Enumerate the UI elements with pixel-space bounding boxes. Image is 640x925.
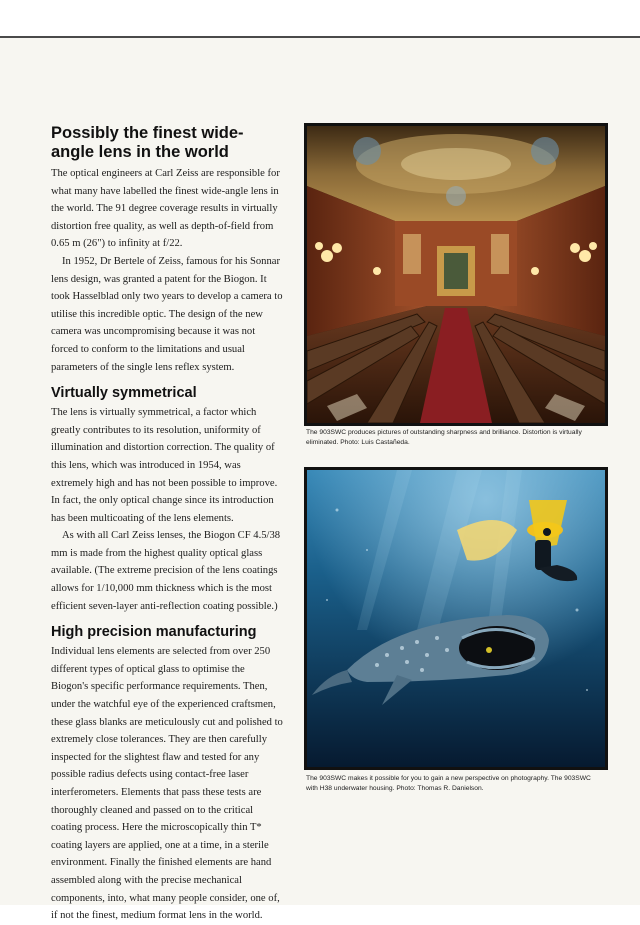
heading-virtually-symmetrical: Virtually symmetrical — [51, 385, 197, 402]
paragraph-symmetry: The lens is virtually symmetrical, a factor which greatly contributes to its resolution, uniformity of illumination and distortion correction. The quality of this lens, which was introduced in 1954, was extremely high and has not been possible to improve. In fact, the only optical change since its introduction has been multicoating of the lens elements. — [51, 407, 278, 524]
underwater-illustration — [307, 470, 605, 767]
paragraph-optical-glass: As with all Carl Zeiss lenses, the Biogon CF 4.5/38 mm is made from the highest quality optical glass available. (The extreme precision of the lens coatings allows for 1/10,000 mm thickness which is the most efficient seven-layer anti-reflection coating possible.) — [51, 530, 281, 612]
underwater-photo — [304, 467, 608, 770]
hall-photo — [304, 123, 608, 426]
paragraph-manufacturing: Individual lens elements are selected from over 250 different types of optical glass to optimise the Biogon's specific performance requirements. Then, under the watchful eye of the experienced craftsmen, these glass blanks are meticulously cut and polished to extremely close tolerances. They are then carefully inspected for the slightest flaw and tested for any possible radius defects using contact-free laser interferometers. Elements that pass these tests are thoroughly cleaned and passed on to the critical coating process. Here the microscopically thin T* coating layers are applied, one at a time, in a sterile environment. Finally the finished elements are hand assembled along with the precise mechanical components, into, what many people consider, one of, if not the finest, medium format lens in the world. — [51, 646, 283, 922]
paragraph-bertele-patent: In 1952, Dr Bertele of Zeiss, famous for his Sonnar lens design, was granted a patent for the Biogon. It took Hasselblad only two years to develop a camera to utilise this incredible optic. The design of the new camera was uncompromising because it was not forced to conform to the limitations and usual parameters of the single lens reflex system. — [51, 255, 283, 373]
hall-illustration — [307, 126, 605, 423]
heading-high-precision: High precision manufacturing — [51, 624, 257, 641]
scan-top-margin — [0, 0, 640, 36]
article-text-column — [51, 124, 283, 925]
paragraph-optical-engineers: The optical engineers at Carl Zeiss are responsible for what many have labelled the finest wide-angle lens in the world. The 91 degree coverage results in virtually distortion free quality, as well as depth-of-field from 0.65 m (26") to infinity at f/22. — [51, 168, 280, 250]
hall-photo-caption: The 903SWC produces pictures of outstanding sharpness and brilliance. Distortion is virtually eliminated. Photo: Luis Castañeda. — [306, 429, 582, 446]
underwater-photo-caption: The 903SWC makes it possible for you to gain a new perspective on photography. The 903SWC with H38 underwater housing. Photo: Thomas R. Danielson. — [306, 775, 591, 792]
heading-finest-lens: Possibly the finest wide-angle lens in the world — [51, 124, 244, 161]
